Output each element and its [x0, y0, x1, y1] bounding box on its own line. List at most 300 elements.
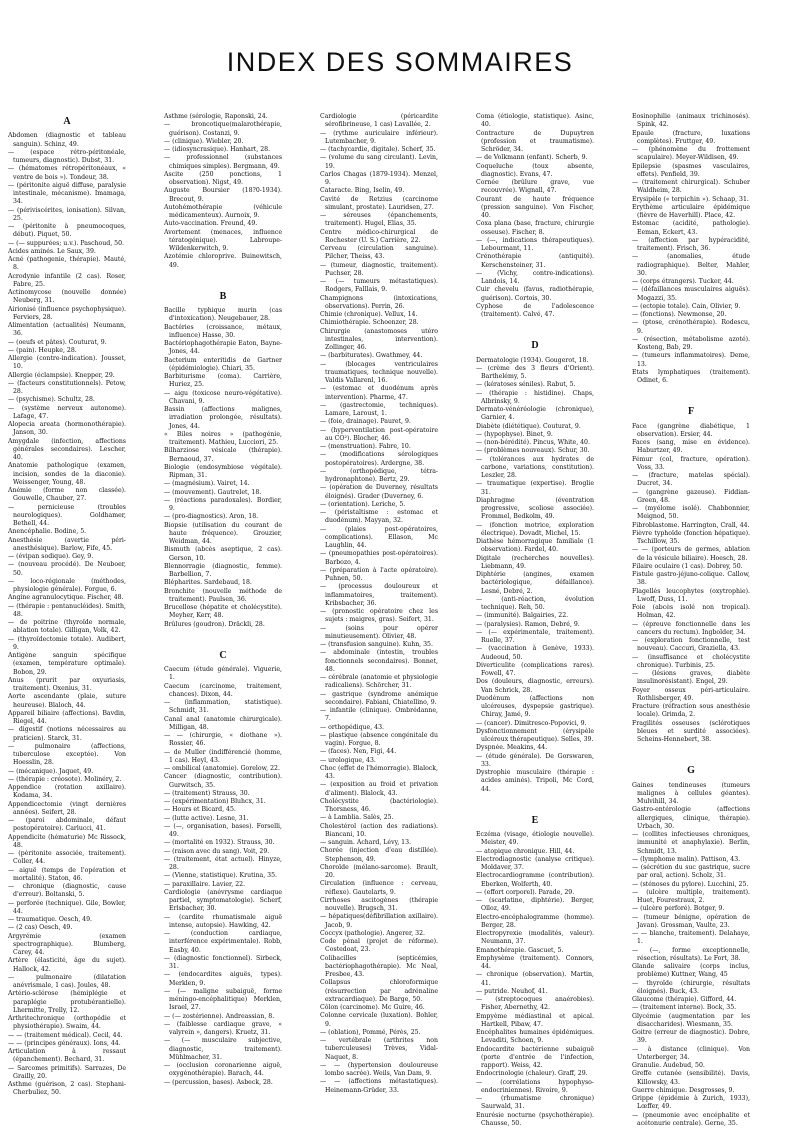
index-entry: — (tumeurs inflammatoires). Deme, 13. — [632, 352, 750, 369]
index-entry: — vertébrale (arthrites non tuberculeuses) Trèves, Vidal-Naquet, 8. — [320, 1037, 438, 1062]
index-column-4 — [476, 113, 594, 1071]
index-entry: — sanguin. Achard, Lévy, 13. — [320, 839, 438, 847]
index-entry: Arthritechronique (orthopédie et physiothérapie). Swaim, 44. — [8, 1015, 126, 1032]
index-entry: Duodénum (affections non ulcéreuses, dyspepsie gastrique). Chiray, Jamé, 9. — [476, 695, 594, 720]
index-entry: — (traitement chirurgical). Schuber Waldheim, 28. — [632, 179, 750, 196]
index-entry: Flagellés leucophytes (oxytrophie). Lwoff, Duss, 11. — [632, 588, 750, 605]
index-entry: — (préparation à l'acte opératoire). Puhnen, 50. — [320, 567, 438, 584]
index-entry: Dos (douleurs, diagnostic, erreurs). Van Schrick, 28. — [476, 678, 594, 695]
index-entry: Goitre (erreur de diagnostic). Dobre, 39. — [632, 1029, 750, 1046]
index-entry: Choc (effet de l'hémorragie). Blalock, 43. — [320, 765, 438, 782]
section-spacer — [164, 629, 282, 647]
index-entry: — cérébrale (anatomie et physiologie radicaliens). Schörcher, 31. — [320, 674, 438, 691]
index-entry: — pernicieuse (troubles neurologiques). Goldhamer, Bethell, 44. — [8, 504, 126, 529]
index-entry: — (kératoses séniles). Rabut, 5. — [476, 381, 594, 389]
index-entry: — (occlusion coronarienne aiguë, oxygénothérapie). Barach, 44. — [164, 1062, 282, 1079]
index-column-5 — [632, 113, 750, 1071]
index-entry: Fistule gastro-jéjuno-colique. Callow, 38. — [632, 571, 750, 588]
index-entry: — (pneumopathies post-opératoires). Barbozo, 4. — [320, 550, 438, 567]
index-entry: — — (hypertension douloureuse lombo sacrée). Weils, Van Dam, 9. — [320, 1062, 438, 1079]
index-entry: — (sécrétion du suc gastrique, sucre par oral, action). Scholz, 31. — [632, 864, 750, 881]
index-column-1 — [8, 113, 126, 1071]
section-letter: A — [8, 118, 126, 126]
index-entry: Canal anal (anatomie chirurgicale). Milligan, 48. — [164, 716, 282, 733]
index-entry: — Sarcomes primitifs). Sarrazes, De Grailly, 20. — [8, 1065, 126, 1082]
index-entry: Asthme (sérologie, Raponski, 24. — [164, 113, 282, 121]
index-entry: Allergie (éclampsie). Knepper, 29. — [8, 372, 126, 380]
index-entry: — (phénomène du frottement scapulaire). Meyer-Wildisen, 49. — [632, 146, 750, 163]
index-entry: Alimentation (actualités) Neumann, 36. — [8, 322, 126, 339]
index-entry: — (pronostic opératoire chez les sujets : maigres, gras). Seifert, 31. — [320, 608, 438, 625]
section-spacer — [476, 319, 594, 337]
index-entry: — (anomalies, étude radiographique). Belter, Mahler, 30. — [632, 253, 750, 278]
index-entry: Cuir chevelu (favus, radiothérapie, guérison). Cortois, 30. — [476, 286, 594, 303]
index-entry: — (myélome isolé). Chabbonnier, Meignod, 50. — [632, 505, 750, 522]
index-entry: — (défaillances musculaires aiguës). Mogazzi, 35. — [632, 286, 750, 303]
index-entry: — digestif (notions nécessaires au praticien). Starck, 31. — [8, 726, 126, 743]
index-entry: Grippe (épidémie à Zurich, 1933), Lœffer, 49. — [632, 1095, 750, 1112]
index-entry: Abdomen (diagnostic et tableau sanguin). Schinz, 49. — [8, 132, 126, 149]
index-entry: Diphtérie (angines, examen bactériologique, défaillance). Lesné, Debré, 2. — [476, 571, 594, 596]
index-entry: — (—, forme exceptionnelle, résection, résultats). Le Fort, 38. — [632, 947, 750, 964]
index-entry: — (—, indications thérapeutiques). Lebourmant, 11. — [476, 237, 594, 254]
index-entry: Angine agranulocytique. Fischer, 48. — [8, 594, 126, 602]
index-entry: — — blanche, traitement). Delahaye, 1. — [632, 930, 750, 947]
index-entry: — (— suppurées; u.v.). Paschoud, 50. — [8, 240, 126, 248]
index-entry: — (blocages ventriculaires traumatiques, technique nouvelle). Valdis Vallarenl, 16. — [320, 361, 438, 386]
index-entry: — urologique, 43. — [320, 757, 438, 765]
index-entry: Acides aminés. Le Saux, 39. — [8, 248, 126, 256]
index-entry: Estomac (acidité, pathologie). Eeman, Eckert, 43. — [632, 220, 750, 237]
index-entry: Chorée (injection d'eau distillée). Stephenson, 49. — [320, 847, 438, 864]
index-entry: — hépatiques(défibrillation axillaire). Jacob, 9. — [320, 913, 438, 930]
index-entry: Electrocardiogramme (contribution). Eberken, Wolferth, 40. — [476, 872, 594, 889]
index-entry: — (ulcère multiple, traitement). Huet, Fourestraux, 2. — [632, 889, 750, 906]
index-entry: Bassin (affections malignes, irradiation prolongée, résultats). Jones, 44. — [164, 406, 282, 431]
index-entry: — (corrélations hypophyso-endocriniennes). Rivoire, 9. — [476, 1079, 594, 1096]
index-entry: Epilepsie (spasmes vasculaires, effets). Penfield, 39. — [632, 163, 750, 180]
index-entry: — (— maligne subaiguë, forme méningo-encéphalitique) Merklen, Israel, 27. — [164, 988, 282, 1013]
index-entry: Courant de haute fréquence (pression sanguine). Von Fischer, 40. — [476, 196, 594, 221]
index-entry: Diathèse hémorragique familiale (1 observation). Fardel, 40. — [476, 538, 594, 555]
index-entry: — (— expérimentale, traitement). Ruelle, 37. — [476, 629, 594, 646]
index-entry: — (endocardites aiguës, types). Merklen, 9. — [164, 971, 282, 988]
index-entry: — (vaccination à Genève, 1933). Audeoud, 50. — [476, 645, 594, 662]
index-entry: Choroïde (mélano-sarcome). Brault, 20. — [320, 864, 438, 881]
index-entry: — (psychisme). Schultz, 28. — [8, 396, 126, 404]
index-entry: Bronchite (nouvelle méthode de traitement). Paulsen, 36. — [164, 588, 282, 605]
index-entry: Fracture (réfraction sous anesthésie locale). Grimda, 2. — [632, 703, 750, 720]
index-entry: Digitale (recherches nouvelles). Liebmann, 49. — [476, 555, 594, 572]
index-entry: Coccyx (pathologie). Angerer, 32. — [320, 930, 438, 938]
section-spacer — [476, 794, 594, 812]
index-entry: — (fonction motrice, exploration électrique). Dovadt, Michel, 15. — [476, 522, 594, 539]
index-entry: Biologie (endosymbiose végétale). Ripman, 31. — [164, 464, 282, 481]
index-column-3 — [320, 113, 438, 1071]
index-entry: — — (traitement médical). Cecil, 44. — [8, 1032, 126, 1040]
index-entry: Anus (prurit par oxyuriasis, traitement). Oxenius, 31. — [8, 677, 126, 694]
index-entry: — (système nerveux autonome). Lafage, 47. — [8, 405, 126, 422]
index-entry: — pulmonaire (affections, tuberculose exceptée). Von Hoesslin, 28. — [8, 743, 126, 768]
index-entry: Code pénal (projet de réforme). Costedoat, 23. — [320, 938, 438, 955]
index-entry: Bactéries (croissance, métaux, influence) Hasse, 30. — [164, 324, 282, 341]
index-entry: Cardiologie (péricardite sérofibrineuse, 1 cas) Lavallée, 2. — [320, 113, 438, 130]
index-entry: — (scarlatine, diphtérie). Berger, Olloz, 49. — [476, 897, 594, 914]
index-entry: — (problèmes nouveaux). Schur, 30. — [476, 447, 594, 455]
section-letter: F — [632, 408, 750, 416]
index-entry: — (traitement interne). Bock, 35. — [632, 1004, 750, 1012]
index-entry: Anesthésie (avertie péri-anesthésique). Barlow, Fife, 45. — [8, 537, 126, 554]
index-entry: — putride. Neuhof, 41. — [476, 988, 594, 996]
index-entry: Diabète (diététique). Couturat, 9. — [476, 423, 594, 431]
index-entry: Caecum (étude générale). Viguerie, 1. — [164, 666, 282, 683]
index-entry: — (idiosyncrasique). Hanhart, 28. — [164, 146, 282, 154]
index-entry: — (périviscérites, ionisation). Silvan, 25. — [8, 207, 126, 224]
index-entry: Anémie (forme non classée). Gouwelle, Chauber, 27. — [8, 487, 126, 504]
index-entry: — de Muller (indifférencié (homme, 1 cas). Heyl, 43. — [164, 749, 282, 766]
index-entry: — (tachycardie, digitale). Scherf, 35. — [320, 146, 438, 154]
index-entry: Cyphose de l'adolescence (traitement). Calvé, 47. — [476, 303, 594, 320]
index-entry: — (ptose, crénothérapie). Rodescu, 9. — [632, 319, 750, 336]
index-entry: Bilharziose vésicale (thérapie). Bernaoud, 37. — [164, 447, 282, 464]
page-title: INDEX DES SOMMAIRES — [0, 47, 800, 78]
index-entry: — (Vienne, statistique). Krutina, 35. — [164, 872, 282, 880]
index-entry: Carlos Chagas (1879-1934). Menzel, 9. — [320, 171, 438, 188]
index-entry: — (insuffisance et cholécystite chronique). Turbinis, 25. — [632, 654, 750, 671]
index-entry: — (rythme auriculaire inférieur). Lutembacher, 9. — [320, 130, 438, 147]
index-entry: — (hématomes rétropéritonéaux, « ventre de bois »). Tondeur, 38. — [8, 165, 126, 182]
index-entry: — (tumeur bénigne, opération de Javan). Grossman, Vaulte, 23. — [632, 914, 750, 931]
index-entry: — (facteurs constitutionnels). Petow, 28. — [8, 380, 126, 397]
index-entry: — (menstruation). Fabre, 10. — [320, 443, 438, 451]
index-entry: — (corps étrangers). Tucker, 44. — [632, 278, 750, 286]
index-entry: Fémur (col, fracture, opération). Voss, 33. — [632, 456, 750, 473]
index-entry: Brucellose (hépatite et cholécystite). Meyher, Kerr, 48. — [164, 604, 282, 621]
index-entry: Eczéma (visage, étiologie nouvelle). Meister, 49. — [476, 831, 594, 848]
section-spacer — [164, 270, 282, 288]
index-entry: Epaule (fracture, luxations complètes). Fruttger, 49. — [632, 130, 750, 147]
index-entry: — (immunité). Balgairies, 22. — [476, 612, 594, 620]
index-entry: Auto-vaccination. Freund, 49. — [164, 220, 282, 228]
index-entry: — (hyperventilation post-opératoire au CO²). Blocher, 46. — [320, 427, 438, 444]
index-entry: Endocardite bactérienne subaiguë (porte d'entrée de l'infection, rapport). Weiss, 42. — [476, 1046, 594, 1071]
index-entry: Face (gangrène diabétique, 1 observation). Ersier, 44. — [632, 423, 750, 440]
index-entry: Blépharites. Sardebaud, 18. — [164, 579, 282, 587]
index-entry: — (faces). Nen, Figi, 44. — [320, 748, 438, 756]
index-entry: — (soins pour opérer minutieusement). Olivier, 48. — [320, 625, 438, 642]
index-entry: Brûlures (goudron). Dräckli, 28. — [164, 621, 282, 629]
index-entry: — (lutte active). Lesne, 31. — [164, 815, 282, 823]
index-entry: Champignons (intoxications, observations). Perrin, 26. — [320, 295, 438, 312]
index-entry: — (traitement, état actuel). Hinyze, 28. — [164, 856, 282, 873]
index-entry: Allergie (contre-indication). Jousset, 10. — [8, 355, 126, 372]
index-entry: Crénothérapie (antiquité). Kerschensteiner, 31. — [476, 253, 594, 270]
index-entry: Bacterium enteritidis de Gartner (épidémiologie). Chiari, 35. — [164, 357, 282, 374]
index-entry: — (streptocoques anaérobies). Fisher, Abernethy, 42. — [476, 996, 594, 1013]
index-entry: — (processus douloureux et inflammatoires, traitement). Kribsbacher, 36. — [320, 583, 438, 608]
index-entry: Coma (étiologie, statistique). Asinc, 40. — [476, 113, 594, 130]
index-entry: Encéphalites humaines épidémiques. Levaditi, Schoen, 9. — [476, 1029, 594, 1046]
index-entry: — (mouvement). Gautrelet, 18. — [164, 489, 282, 497]
index-entry: Articulation à ressaut (épanchement). Bechard, 31. — [8, 1048, 126, 1065]
index-entry: — (ectopie totale). Cain, Olivier, 9. — [632, 303, 750, 311]
index-entry: Dystrophie musculaire (thérapie : acides aminés). Tripoli, Mc Cord, 44. — [476, 769, 594, 794]
index-entry: — (nouveau procédé). De Neuboer, 50. — [8, 561, 126, 578]
index-entry: Cholécystite (bactériologie). Thorsness, 46. — [320, 798, 438, 815]
index-entry: — (paroi abdominale, défaut postopératoire). Carlucci, 41. — [8, 817, 126, 834]
index-entry: Bactériophagothérapie Eaton, Bayne-Jones, 44. — [164, 340, 282, 357]
index-entry: Chirurgie (anastomoses utéro intestinales, intervention). Zollinger, 46. — [320, 328, 438, 353]
index-entry: — à distance (clinique). Von Unterberger, 34. — [632, 1046, 750, 1063]
index-entry: — (pneumonie avec encéphalite et acétonurie centrale). Gerne, 35. — [632, 1112, 750, 1128]
index-entry: Cardiologie (anévrysme cardiaque partiel, symptomatologie). Scherf, Erlsbacher, 30. — [164, 889, 282, 914]
index-entry: Appendicectomie (vingt dernières années). Seifert, 28. — [8, 801, 126, 818]
index-entry: — (estomac et duodénum après intervention). Pharme, 47. — [320, 385, 438, 402]
index-entry: Biopsie (utilisation du courant de haute fréquence). Grouzier, Weidman, 44. — [164, 522, 282, 547]
index-entry: Colibacilles (septicémies, bactériophagothérapie). Mc Neal, Fresbee, 43. — [320, 955, 438, 980]
index-entry: — plastique (absence congénitale du vagin). Forgue, 8. — [320, 732, 438, 749]
index-entry: Cataracte. Bing, Iselin, 49. — [320, 187, 438, 195]
index-entry: — infantile (clinique). Ombrédanne, 7. — [320, 707, 438, 724]
index-entry: « Biles noires » (pathogénie, traitement). Mathieu, Lucciori, 25. — [164, 431, 282, 448]
index-entry: Coqueluche (toux absente, diagnostic). Evans, 47. — [476, 163, 594, 180]
index-entry: Aorte ascendante (plaie, suture heureuse). Blaloch, 44. — [8, 693, 126, 710]
index-entry: — (pro-diagnostics). Aron, 18. — [164, 513, 282, 521]
index-entry: — gastrique (syndrome anémique secondaire). Fabiani, Chiatellino, 9. — [320, 691, 438, 708]
index-entry: — (péristaltisme : estomac et duodénum). Mayyan, 32. — [320, 509, 438, 526]
index-entry: — (thérapie : histidine). Chaps, Albrinsky, 9. — [476, 390, 594, 407]
index-entry: Erysipèle (« terpichin »). Schaap, 31. — [632, 196, 750, 204]
index-entry: Collapsus chloroformique (résurrection par adrénaline extracardiaque). De Barge, 50. — [320, 979, 438, 1004]
index-entry: — (tumeur, diagnostic, traitement). Puchser, 28. — [320, 262, 438, 279]
index-entry: — (exploration fonctionnelle, test nouveau). Caccuri, Graziella, 43. — [632, 637, 750, 654]
index-entry: — (oeufs et pâtes). Couturat, 9. — [8, 339, 126, 347]
index-entry: — loco-régionale (méthodes, physiologie générale). Forgue, 6. — [8, 578, 126, 595]
index-entry: — (thérapie : pentanucléides). Smith, 48. — [8, 603, 126, 620]
index-entry: Blennorragie (diagnostic, femme). Barbellion, 7. — [164, 563, 282, 580]
section-letter: D — [476, 342, 594, 350]
index-entry: — (collites infectieuses chroniques, immunité et anaphylaxie). Berlin, Schmidt, 13. — [632, 831, 750, 856]
index-entry: — (clinique). Wiebler, 20. — [164, 138, 282, 146]
index-entry: — (cancer). Dimitresco-Popovici, 9. — [476, 720, 594, 728]
index-entry: Foyer osseux péri-articulaire. Rothlisberger, 49. — [632, 687, 750, 704]
index-entry: — (transfusion sanguine). Kuhn, 35. — [320, 641, 438, 649]
index-entry: — (inflammation, statistique). Schmidt, 31. — [164, 699, 282, 716]
index-entry: — (magnésium). Vairet, 14. — [164, 480, 282, 488]
index-entry: Dyspnée. Meakins, 44. — [476, 744, 594, 752]
index-entry: — (volume du sang circulant). Levin, 19. — [320, 154, 438, 171]
index-entry: Artère (élasticité, âge du sujet). Hallock, 42. — [8, 957, 126, 974]
index-entry: Appendicite (hématurie) Mc Rissock, 48. — [8, 834, 126, 851]
index-entry: Diverticulite (complications rares). Fowell, 47. — [476, 662, 594, 679]
index-entry: — — (porteurs de germes, ablation de la vésicule biliaire). Hoesch, 28. — [632, 546, 750, 563]
index-entry: Antigène sanguin spécifique (examen, température optimale). Bobon, 29. — [8, 652, 126, 677]
index-entry: Electropyrexie (modalités, valeur). Neumann, 37. — [476, 930, 594, 947]
index-entry: — (espace rétro-péritonéale, tumeurs, diagnostic). Dubst, 31. — [8, 149, 126, 166]
index-entry: — (thérapie : créosote). Molinéry, 2. — [8, 776, 126, 784]
index-entry: — traumatique (expertise). Broglie 31. — [476, 480, 594, 497]
index-entry: Auguste Boursier (18?0-1934). Brecout, 9. — [164, 187, 282, 204]
index-entry: — perforée (technique). Gile, Bowler, 44. — [8, 900, 126, 917]
index-entry: — (conduction cardiaque, interférence expérimentale). Robb, Easby, 40. — [164, 930, 282, 955]
index-entry: — (rhumatisme chronique) Saurwald, 31. — [476, 1095, 594, 1112]
index-entry: Glande salivaire (corps inclus, problème) Kuttner, Wang, 45 — [632, 963, 750, 980]
index-entry: — (raison avec du sang). Voit, 29. — [164, 848, 282, 856]
index-entry: — chronique (diagnostic, cause d'erreur). Boltanski, 5. — [8, 883, 126, 900]
index-entry: Empyème médiastinal et apical. Hartkell, Pibaw, 47. — [476, 1013, 594, 1030]
index-entry: — broncotique(malarothérapie, guérison). Costanzi, 9. — [164, 121, 282, 138]
index-entry: Chimie (chronique). Vellux, 14. — [320, 311, 438, 319]
index-entry: — chronique (observation). Martin, 41. — [476, 971, 594, 988]
index-entry: — (foie, drainage). Pauret, 9. — [320, 418, 438, 426]
index-entry: — de poitrine (thyroïde normale, ablation totale). Gilligan, Volk, 42. — [8, 619, 126, 636]
index-entry: Chimiothérapie. Schoenzer, 28. — [320, 319, 438, 327]
index-entry: — (expérimentation) Bluhcx, 31. — [164, 798, 282, 806]
index-entry: — (—, organisation, bases). Forselli, 49. — [164, 823, 282, 840]
index-entry: Gastro-entérologie (affections allergiques, clinique, thérapie). Urbach, 30. — [632, 806, 750, 831]
index-entry: Appendice (rotation axillaire). Kodama, 34. — [8, 784, 126, 801]
index-entry: Cavité de Retzius (carcinome simulant, prostate). Lauridsen, 27. — [320, 196, 438, 213]
index-entry: — (2 cas) Oesch, 49. — [8, 924, 126, 932]
index-entry: — (mortalité en 1932). Strauss, 30. — [164, 839, 282, 847]
index-entry: Barbiturisme (coma). Carrière, Huriez, 25. — [164, 373, 282, 390]
index-entry: — (— musculaire subjective, diagnostic, traitement). Mühlmacher, 31. — [164, 1037, 282, 1062]
section-spacer — [632, 385, 750, 403]
index-entry: — (opération de Duverney, résultats éloignés). Grader (Duverney, 6. — [320, 484, 438, 501]
index-entry: Anatomie pathologique (examen, incision, sondes de la diaconie). Weissenger, Young, 48. — [8, 462, 126, 487]
index-entry: — (anti-réaction, évolution technique). Reh, 50. — [476, 596, 594, 613]
index-entry: Artério-sclérose (hémiplégie et paraplégie protubérantielle). Lhermitte, Trelly, 12. — [8, 990, 126, 1015]
index-entry: — (non-bérédité). Pincus, White, 40. — [476, 439, 594, 447]
section-letter: B — [164, 293, 282, 301]
index-entry: — (oblation), Pommé, Pérès, 25. — [320, 1029, 438, 1037]
index-entry: — à Lamblia. Salès, 25. — [320, 814, 438, 822]
index-entry: — (effort corporel). Parade, 29. — [476, 889, 594, 897]
index-entry: Emphysème (traitement). Connors, 44. — [476, 955, 594, 972]
index-entry: Granulie. Audebud, 50. — [632, 1062, 750, 1070]
index-entry: Guerre chimique. Desgrosses, 9. — [632, 1087, 750, 1095]
index-entry: — (paralysies). Ramon, Debré, 9. — [476, 621, 594, 629]
index-entry: Actinomycose (nouvelle donnée) Neuberg, 31. — [8, 289, 126, 306]
index-entry: — (gastrectomie, techniques). Lamare, Laroust, 1. — [320, 402, 438, 419]
index-entry: — paraxillaire. Lavier, 22. — [164, 881, 282, 889]
index-entry: — ombilical (anatomie). Gorelow, 22. — [164, 765, 282, 773]
index-entry: — (Vichy, contre-indications). Landois, 14. — [476, 270, 594, 287]
index-entry: — (évipan sodique). Gey, 9. — [8, 553, 126, 561]
index-entry: Eosinophilie (animaux trichinosés). Spink, 42. — [632, 113, 750, 130]
index-entry: — (percussion, bases). Asbeck, 28. — [164, 1079, 282, 1087]
index-entry: Fibroblastome. Harrington, Crall, 44. — [632, 522, 750, 530]
index-entry: Etats lymphatiques (traitement). Odinet, 6. — [632, 369, 750, 386]
index-entry: — (péritonite aiguë diffuse, paralysie intestinale, mécanisme). Imamaga, 34. — [8, 182, 126, 207]
section-letter: E — [476, 817, 594, 825]
index-entry: — (tolérances aux hydrates de carbone, variations, constitution). Leszler, 28. — [476, 456, 594, 481]
index-entry: — (mécanique). Jaquet, 49. — [8, 768, 126, 776]
index-entry: Airionisé (influence psychophysique). Ferviers, 28. — [8, 306, 126, 323]
index-entry: — (plaies post-opératoires, complications). Ellason, Mc Laughlin, 44. — [320, 526, 438, 551]
index-entry: — (orientation). Leriche, 5. — [320, 501, 438, 509]
index-entry: — (thyroïdectomie totale). Audibert, 9. — [8, 636, 126, 653]
index-entry: Ascite (250 ponctions, 1 observation). Nigst, 49. — [164, 171, 282, 188]
index-entry: Avortement (menaces, influence tératogénique). Labroupe-Wildenkerwitch, 9. — [164, 229, 282, 254]
index-entry: Dysfonctionnement (érysipèle ulcéreux thérapeutique). Selles, 39. — [476, 728, 594, 745]
index-entry: Cirrhoses ascitogènes (thérapie nouvelle). Brugsch, 31. — [320, 897, 438, 914]
index-entry: — (gangrène gazeuse). Fiddian-Green, 48. — [632, 489, 750, 506]
index-entry: Argyrémie (examen spectrographique). Blumberg, Carey, 44. — [8, 933, 126, 958]
index-entry: — (lésions graves, diabète insulinorésistant). Engel, 29. — [632, 670, 750, 687]
index-entry: Greffe cutanée (sensibilité). Davis, Killowsky, 43. — [632, 1070, 750, 1087]
index-entry: Bismuth (abcès aseptique, 2 cas). Gerson, 10. — [164, 546, 282, 563]
index-entry: — (diagnostic fonctionnel). Sirbeck, 31. — [164, 955, 282, 972]
index-entry: Filaire oculaire (1 cas). Dobrey, 50. — [632, 563, 750, 571]
index-entry: — atopique chronique. Hill, 44. — [476, 848, 594, 856]
index-entry: — (ulcère perforé). Botger, 9. — [632, 905, 750, 913]
index-entry: Caecum (carcinome, traitement, chances). Dixon, 44. — [164, 683, 282, 700]
index-entry: Centre médico-chirurgical de Rochester (U. S.) Carrière, 22. — [320, 229, 438, 246]
section-letter: G — [632, 767, 750, 775]
index-entry: — (traitement) Strauss, 30. — [164, 790, 282, 798]
index-entry: Acrodynie infantile (2 cas). Roser, Fabre, 25. — [8, 273, 126, 290]
index-entry: Fragilités osseuses (sclérotiques bleues et surdité associées). Scheins-Hennebert, 38. — [632, 720, 750, 745]
index-entry: — (péritonite associée, traitement). Coller, 44. — [8, 850, 126, 867]
index-column-2 — [164, 113, 282, 1071]
index-entry: — séreuses (épanchements, traitement). Hugel, Elias, 35. — [320, 212, 438, 229]
index-entry: — (— tumeurs métastatiques). Rodgers, Falllais, 9. — [320, 278, 438, 295]
index-entry: Electro-encéphalogramme (homme). Berger, 28. — [476, 914, 594, 931]
index-entry: — (réactions paradoxales). Bordier, 9. — [164, 497, 282, 514]
index-entry: — (modifications sérologiques postopératoires). Ardergne, 38. — [320, 451, 438, 468]
index-entry: Contracture de Dupuytren (profession et traumatisme). Schröder, 34. — [476, 130, 594, 155]
index-entry: — aigu (toxicose neuro-végétative). Chavani, 9. — [164, 390, 282, 407]
index-entry: Cancer (diagnostic, contribution). Gurwitsch, 35. — [164, 773, 282, 790]
index-entry: — (affection par hypéracidité, traitement). Frisch, 36. — [632, 237, 750, 254]
index-entry: — thyroïde (chirurgie, résultats éloignés). Buck, 43. — [632, 980, 750, 997]
index-entry: — (épreuve fonctionnelle dans les cancers du rectum). Ingbolder, 34. — [632, 621, 750, 638]
index-entry: Dermato-vénéréologie (chronique), Garnier, 4. — [476, 406, 594, 423]
index-entry: Emanothérapie. Gascuet, 5. — [476, 947, 594, 955]
index-entry: Azotémie chloroprive. Buinewitsch, 49. — [164, 253, 282, 270]
index-entry: Foie (abcès isolé non tropical). Holman, 42. — [632, 604, 750, 621]
index-entry: — — (affections métastatiques). Heinemann-Grüder, 33. — [320, 1078, 438, 1095]
section-letter: C — [164, 652, 282, 660]
index-entry: Erythème articulaire épidémique (fièvre de Haverhill). Place, 42. — [632, 204, 750, 221]
index-entry: — de Volkmann (enfant). Scherb, 9. — [476, 154, 594, 162]
index-entry: — traumatique. Oesch, 49. — [8, 916, 126, 924]
index-entry: — (exposition au froid et privation d'aliment). Blalock, 43. — [320, 781, 438, 798]
index-entry: — (cardite rhumatismale aiguë intense, autopsie). Hawking, 42. — [164, 914, 282, 931]
index-entry: — pulmonaire (dilatation anévrismale, 1 cas). Joules, 48. — [8, 974, 126, 991]
index-entry: Cerveau (circulation sanguine). Pilcher, Theiss, 43. — [320, 245, 438, 262]
index-entry: Anencéphalie. Bodine, 5. — [8, 528, 126, 536]
index-entry: Electrodiagnostic (analyse critique). Moldaver, 37. — [476, 856, 594, 873]
index-entry: Côlon (carcinome). Mc Guire, 46. — [320, 1004, 438, 1012]
index-entry: — (hypophyse). Binet, 9. — [476, 431, 594, 439]
index-entry: Circulation (influence : cerveau, réflexe). Gautelarts, 9. — [320, 880, 438, 897]
index-entry: — (résection, métabolisme azoté). Kosteng, Bab, 29. — [632, 336, 750, 353]
index-entry: — — (chirurgie, « diothane »). Rossier, 46. — [164, 732, 282, 749]
index-entry: — professionnel (substances chimiques simples). Bergmann, 49. — [164, 154, 282, 171]
index-entry: Glaucome (thérapie). Gifford, 44. — [632, 996, 750, 1004]
index-entry: — (faiblesse cardiaque grave, « valyrein », dangers). Kruetz, 31. — [164, 1021, 282, 1038]
index-entry: Diaphragme (éventration progressive, scoliose associée). Frommel, Bedkolm, 49. — [476, 497, 594, 522]
index-entry: Alopecia areata (hormonothérapie). Janson, 30. — [8, 421, 126, 438]
index-entry: — — (principes généraux). Ions, 44. — [8, 1040, 126, 1048]
index-entry: — (étude générale). De Gorswaren, 33. — [476, 753, 594, 770]
index-entry: — aiguë (temps de l'opération et mortalité). Staton, 46. — [8, 867, 126, 884]
index-entry: — (crème des 3 fleurs d'Orient). Barthelémy, 5. — [476, 365, 594, 382]
index-entry: — abdominale (intestin, troubles fonctionnels secondaires). Bonnet, 48. — [320, 649, 438, 674]
index-entry: Glycémie (augmentation par les disaccharides). Wiesmann, 35. — [632, 1013, 750, 1030]
